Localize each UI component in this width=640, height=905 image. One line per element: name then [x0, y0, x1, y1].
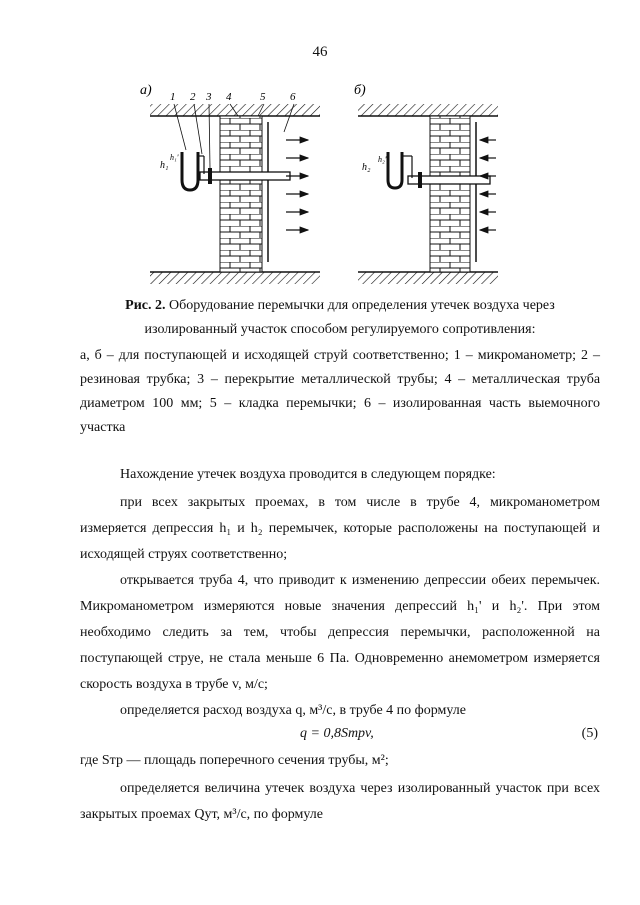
paragraph-3: открывается труба 4, что приводит к изменению депрессии обеих перемычек. Микроманометром измеряются новые значения депрессий h₁' и h₂'. При этом необходимо следить за тем, чтобы депрессия перемычки, расположенной на поступающей струе, не стала меньше 6 Па. Одновременно анемометром измеряется скорость воздуха в трубе v, м/с;	[80, 573, 600, 692]
legend-5: 5 – кладка перемычки;	[209, 396, 357, 411]
paragraph-4: определяется расход воздуха q, м³/с, в трубе 4 по формуле	[120, 703, 466, 718]
formula-number: (5)	[581, 726, 598, 741]
h1-prime-label: h₁'	[170, 153, 179, 162]
page-number: 46	[312, 44, 328, 60]
panel-a-labels	[170, 91, 296, 103]
paragraph-1: Нахождение утечек воздуха проводится в следующем порядке:	[120, 467, 496, 482]
panel-b-label: б)	[354, 83, 366, 98]
label-1: 1	[170, 91, 176, 103]
formula-expression: q = 0,8Sтрv,	[300, 726, 374, 741]
paragraph-6: определяется величина утечек воздуха через изолированный участок при всех закрытых проемах Qут, м³/с, по формуле	[80, 781, 600, 822]
figure-leak-test-equipment	[140, 82, 500, 292]
figure-caption-text: Оборудование перемычки для определения утечек воздуха через изолированный участок способом регулируемого сопротивления:	[144, 298, 555, 337]
figure-caption-title	[80, 294, 600, 342]
legend-6: 6 – изолированная часть выемочного участка	[80, 396, 600, 435]
panel-a-label: а)	[140, 83, 152, 98]
figure-caption-label: Рис. 2.	[125, 298, 166, 313]
label-3: 3	[206, 91, 212, 103]
label-6: 6	[290, 91, 296, 103]
legend-2: 2 – резиновая трубка;	[80, 348, 601, 387]
paragraph-2: при всех закрытых проемах, в том числе в трубе 4, микроманометром измеряется депрессия h₁ и h₂ перемычек, которые расположены на поступающей и исходящей струях соответственно;	[80, 495, 600, 562]
legend-1: 1 – микроманометр;	[453, 348, 577, 363]
label-5: 5	[260, 91, 266, 103]
panel-b-drawing	[358, 104, 498, 284]
panel-a-drawing	[150, 104, 320, 284]
label-2: 2	[190, 91, 196, 103]
h1-label: h₁	[160, 160, 169, 171]
legend-3: 3 – перекрытие металлической трубы;	[197, 372, 438, 387]
h2-label: h₂	[362, 162, 371, 173]
legend-4: 4 – металлическая труба диаметром 100 мм;	[80, 372, 601, 411]
figure-legend	[80, 344, 600, 440]
h2-prime-label: h₂'	[378, 155, 387, 164]
label-4: 4	[226, 91, 232, 103]
legend-ab: а, б – для поступающей и исходящей струй соответственно;	[80, 348, 449, 363]
paragraph-5: где Sтр — площадь поперечного сечения трубы, м²;	[80, 753, 389, 768]
